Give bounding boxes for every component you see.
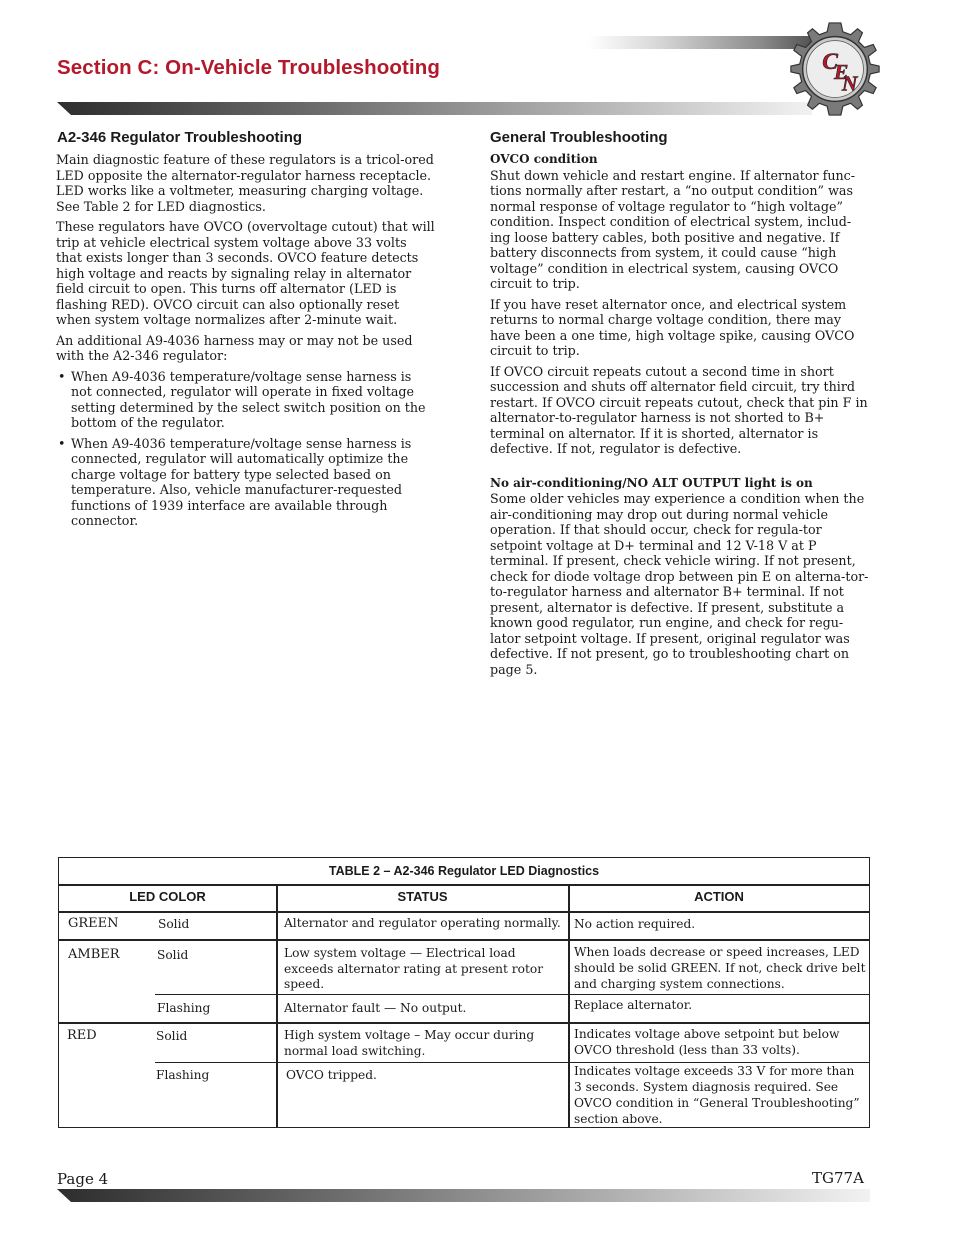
logo-letter-n: N (841, 71, 858, 96)
action-amber-solid: When loads decrease or speed increases, LED should be solid GREEN. If not, check drive belt and charging system connections. (574, 945, 866, 991)
led-color-red: RED (67, 1028, 97, 1043)
status-amber-solid: Low system voltage — Electrical load exceeds alternator rating at present rotor speed. (284, 946, 544, 991)
action-red-solid: Indicates voltage above setpoint but below OVCO threshold (less than 33 volts). (574, 1027, 840, 1057)
mode-amber-flashing: Flashing (157, 1001, 211, 1015)
logo-letter-e: E (834, 59, 849, 84)
mode-amber-solid: Solid (157, 948, 189, 962)
action-amber-flashing: Replace alternator. (574, 998, 693, 1012)
header-divider-bar (57, 102, 812, 115)
led-diagnostics-table (58, 857, 870, 1128)
cen-logo (786, 20, 884, 118)
status-amber-flashing: Alternator fault — No output. (284, 1001, 467, 1015)
table-caption: TABLE 2 – A2-346 Regulator LED Diagnostics (328, 864, 600, 878)
left-bullet-1: • When A9-4036 temperature/voltage sense harness is not connected, regulator will operate in fixed voltage setting determined by the select switch position on the bottom of the regulator. (56, 369, 436, 431)
section-title: Section C: On-Vehicle Troubleshooting (57, 56, 440, 79)
left-para-2: These regulators have OVCO (overvoltage cutout) that will trip at vehicle electrical system voltage above 33 volts that exists longer than 3 seconds. OVCO feature detects high voltage and reacts by signaling relay in alternator field circuit to open. This turns off alternator (LED is flashing RED). OVCO circuit can also optionally reset when system voltage normalizes after 2-minute wait. (56, 219, 435, 327)
left-bullet-2: • When A9-4036 temperature/voltage sense harness is connected, regulator will automatically optimize the charge voltage for battery type selected based on temperature. Also, vehicle manufacturer-requested functions of 1939 interface are available through connector. (56, 436, 436, 529)
header-led-color: LED COLOR (129, 889, 206, 904)
logo-letter-c: C (822, 49, 838, 75)
right-para-2: If you have reset alternator once, and electrical system returns to normal charge voltage condition, there may have been a one time, high voltage spike, causing OVCO circuit to trip. (490, 296, 855, 358)
left-para-3: An additional A9-4036 harness may or may not be used with the A2-346 regulator: (56, 332, 413, 363)
led-color-green: GREEN (68, 916, 119, 931)
document-id: TG77A (812, 1169, 864, 1187)
page-number: Page 4 (57, 1170, 109, 1188)
right-para-3: If OVCO circuit repeats cutout a second time in short succession and shuts off alternator field circuit, try third restart. If OVCO circuit repeats cutout, check that pin F in alternator-to-regulator harness is not shorted to B+ terminal on alternator. If it is shorted, alternator is defective. If not, regulator is defective. (490, 363, 868, 456)
right-para-4: Some older vehicles may experience a condition when the air-conditioning may drop out during normal vehicle operation. If that should occur, check for regula-tor setpoint voltage at D+ terminal and 12 V-18 V at P terminal. If present, check vehicle wiring. If not present, check for diode voltage drop between pin E on alterna-tor-to-regulator harness and alternator B+ terminal. If not present, alternator is defective. If present, substitute a known good regulator, run engine, and check for regu-lator setpoint voltage. If present, original regulator was defective. If not present, go to troubleshooting chart on page 5. (490, 491, 869, 677)
right-column (490, 152, 871, 682)
mode-red-flashing: Flashing (156, 1068, 210, 1082)
header-status: STATUS (397, 889, 448, 904)
right-heading: General Troubleshooting (490, 129, 668, 146)
action-green-solid: No action required. (574, 917, 696, 931)
header-action: ACTION (694, 889, 744, 904)
mode-green-solid: Solid (158, 917, 190, 931)
footer-divider-bar (57, 1189, 870, 1202)
ovco-subheading: OVCO condition (490, 152, 598, 166)
left-bullet-list (56, 369, 436, 529)
status-red-solid: High system voltage – May occur during normal load switching. (284, 1028, 535, 1058)
mode-red-solid: Solid (156, 1029, 188, 1043)
led-color-amber: AMBER (68, 947, 120, 962)
left-heading: A2-346 Regulator Troubleshooting (57, 129, 303, 146)
right-para-1: Shut down vehicle and restart engine. If alternator func-tions normally after restart, a “no output condition” was normal response of voltage regulator to “high voltage” condition. Inspect condition of electrical system, includ-ing loose battery cables, both positive and negative. If battery disconnects from system, it could cause “high voltage” condition in electrical system, causing OVCO circuit to trip. (490, 167, 856, 291)
left-para-1: Main diagnostic feature of these regulators is a tricol-ored LED opposite the alternator-regulator harness receptacle. LED works like a voltmeter, measuring charging voltage. See Table 2 for LED diagnostics. (56, 152, 434, 214)
no-ac-subheading: No air-conditioning/NO ALT OUTPUT light is on (490, 475, 813, 490)
left-column (56, 152, 436, 534)
status-red-flashing: OVCO tripped. (286, 1068, 377, 1082)
action-red-flashing: Indicates voltage exceeds 33 V for more than 3 seconds. System diagnosis required. See OVCO condition in “General Troubleshooting” section above. (574, 1064, 860, 1126)
status-green-solid: Alternator and regulator operating normally. (284, 916, 561, 930)
